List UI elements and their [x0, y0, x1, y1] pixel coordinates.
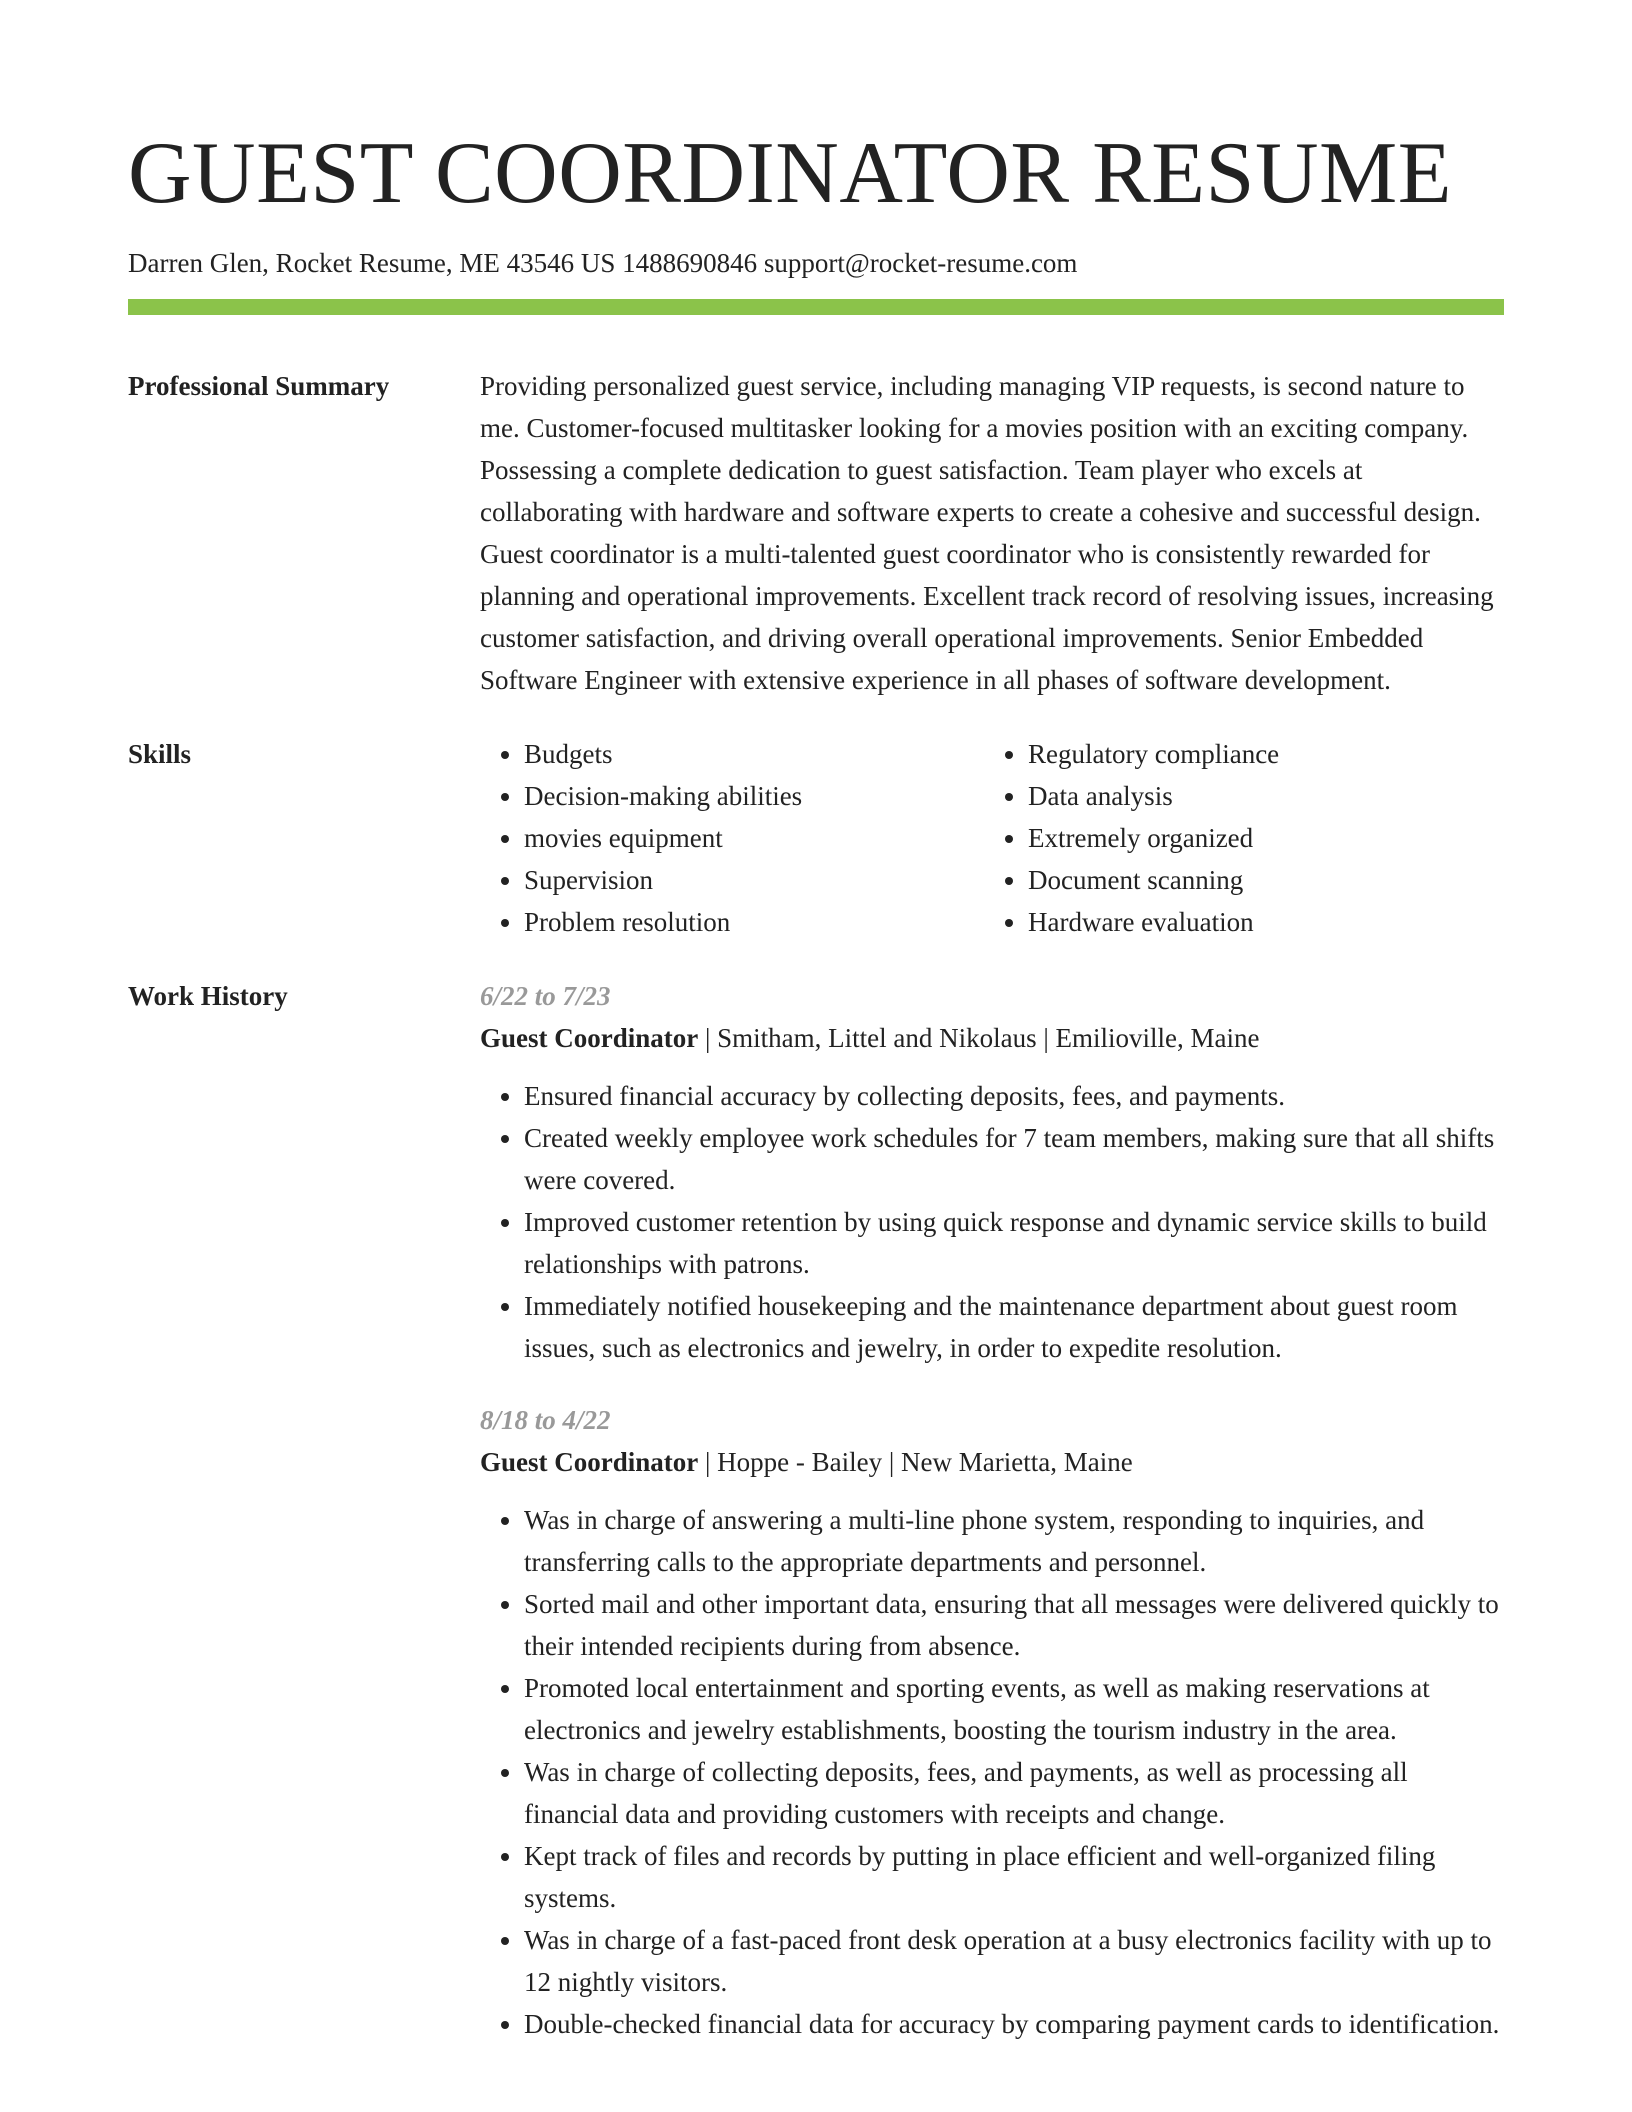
job-bullet: • Ensured financial accuracy by collecting deposits, fees, and payments.: [524, 1075, 1504, 1117]
skill-item: • movies equipment: [524, 817, 984, 859]
job-heading: [480, 1017, 1504, 1059]
skills-list-left: [480, 733, 984, 943]
work-history-section: [128, 975, 1504, 2045]
job-bullet: • Sorted mail and other important data, ensuring that all messages were delivered quickly to their intended recipients during from absence.: [524, 1583, 1504, 1667]
section-label-work-history: Work History: [128, 981, 288, 1012]
section-label-professional-summary: Professional Summary: [128, 371, 390, 402]
resume-header: [128, 125, 1504, 315]
job-heading: [480, 1441, 1504, 1483]
skills-column-left: [480, 733, 984, 943]
resume-title: GUEST COORDINATOR RESUME: [128, 125, 1453, 222]
header-divider: [128, 299, 1504, 315]
job-dates: 8/18 to 4/22: [480, 1405, 611, 1436]
skill-item: • Extremely organized: [1028, 817, 1488, 859]
job-bullet: • Was in charge of a fast-paced front desk operation at a busy electronics facility with up to 12 nightly visitors.: [524, 1919, 1504, 2003]
job-bullet: • Double-checked financial data for accuracy by comparing payment cards to identification.: [524, 2003, 1504, 2045]
skill-item: • Data analysis: [1028, 775, 1488, 817]
job-details: | Hoppe - Bailey | New Marietta, Maine: [698, 1447, 1133, 1478]
job-bullet: • Was in charge of answering a multi-line phone system, responding to inquiries, and transferring calls to the appropriate departments and personnel.: [524, 1499, 1504, 1583]
skill-item: • Decision-making abilities: [524, 775, 984, 817]
job-entry: [480, 975, 1504, 1369]
summary-body: [480, 365, 1504, 701]
skill-item: • Budgets: [524, 733, 984, 775]
skill-item: • Hardware evaluation: [1028, 901, 1488, 943]
work-history-body: [480, 975, 1504, 2045]
professional-summary-section: [128, 365, 1504, 701]
job-bullet-list: [480, 1075, 1504, 1369]
section-label-skills: Skills: [128, 739, 192, 770]
contact-line: Darren Glen, Rocket Resume, ME 43546 US 1488690846 support@rocket-resume.com: [128, 248, 1078, 278]
skills-column-right: [984, 733, 1488, 943]
job-bullet-list: [480, 1499, 1504, 2045]
job-title: Guest Coordinator: [480, 1023, 699, 1054]
job-bullet: • Immediately notified housekeeping and the maintenance department about guest room issues, such as electronics and jewelry, in order to expedite resolution.: [524, 1285, 1504, 1369]
job-title: Guest Coordinator: [480, 1447, 699, 1478]
skills-columns: [480, 733, 1504, 943]
job-bullet: • Promoted local entertainment and sporting events, as well as making reservations at electronics and jewelry establishments, boosting the tourism industry in the area.: [524, 1667, 1504, 1751]
summary-text: Providing personalized guest service, including managing VIP requests, is second nature to me. Customer-focused multitasker looking for a movies position with an exciting company. Possessing a complete dedication to guest satisfaction. Team player who excels at collaborating with hardware and software experts to create a cohesive and successful design. Guest coordinator is a multi-talented guest coordinator who is consistently rewarded for planning and operational improvements. Excellent track record of resolving issues, increasing customer satisfaction, and driving overall operational improvements. Senior Embedded Software Engineer with extensive experience in all phases of software development.: [480, 371, 1494, 696]
job-bullet: • Kept track of files and records by putting in place efficient and well-organized filing systems.: [524, 1835, 1504, 1919]
skills-section: [128, 733, 1504, 943]
job-bullet: • Created weekly employee work schedules for 7 team members, making sure that all shifts were covered.: [524, 1117, 1504, 1201]
job-bullet: • Improved customer retention by using quick response and dynamic service skills to build relationships with patrons.: [524, 1201, 1504, 1285]
skill-item: • Document scanning: [1028, 859, 1488, 901]
skills-list-right: [984, 733, 1488, 943]
job-entry: [480, 1399, 1504, 2045]
skill-item: • Regulatory compliance: [1028, 733, 1488, 775]
skill-item: • Problem resolution: [524, 901, 984, 943]
skill-item: • Supervision: [524, 859, 984, 901]
job-details: | Smitham, Littel and Nikolaus | Emilioville, Maine: [698, 1023, 1260, 1054]
job-bullet: • Was in charge of collecting deposits, fees, and payments, as well as processing all financial data and providing customers with receipts and change.: [524, 1751, 1504, 1835]
job-dates: 6/22 to 7/23: [480, 981, 611, 1012]
skills-body: [480, 733, 1504, 943]
